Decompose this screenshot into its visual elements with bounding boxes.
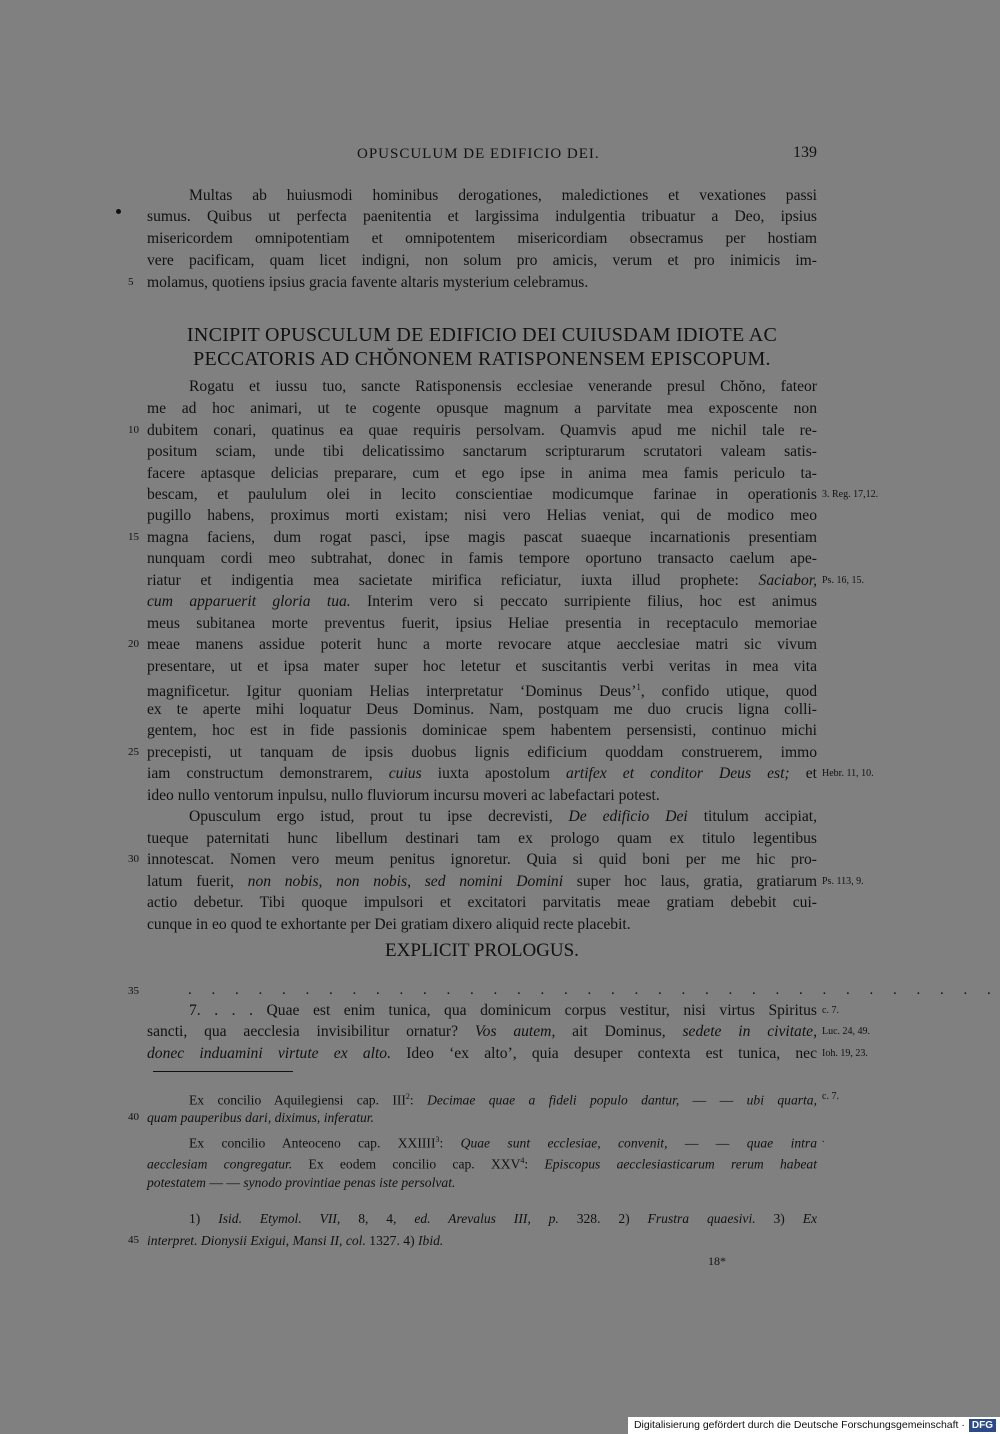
footnote-line — [147, 1107, 817, 1128]
footnote-line: Ex concilio Aquilegiensi cap. III$^2$: Decimae quae a fideli populo dantur, — — ubi quarta, — [189, 1092, 817, 1108]
quotation-italic: Decimae quae a fideli populo dantur, — [427, 1092, 680, 1108]
quotation-italic: potestatem — [147, 1175, 206, 1190]
text-fragment: latum fuerit, — [147, 873, 234, 890]
line-number: 15 — [128, 531, 139, 543]
text-line: tueque paternitati hunc libellum destinari tam ex prologo quam ex titulo legentibus — [147, 830, 817, 847]
quotation-italic: quae intra — [746, 1135, 818, 1151]
quotation-italic: interpret. Dionysii Exigui, Mansi II, col. — [147, 1233, 366, 1248]
running-title: OPUSCULUM DE EDIFICIO DEI. — [357, 146, 600, 162]
footnote-line: aecclesiam congregatur. Ex eodem concilio cap. XXV$^4$: Episcopus aecclesiasticarum rerum habeat — [147, 1156, 817, 1172]
funding-credit — [628, 1417, 1000, 1434]
text-fragment: iam constructum demonstrarem, — [147, 765, 373, 782]
text-fragment: et — [805, 765, 817, 782]
quotation-italic: Isid. Etymol. VII, — [218, 1211, 341, 1226]
quotation-italic: Episcopus aecclesiasticarum rerum habeat — [544, 1156, 817, 1172]
line-number: 5 — [128, 276, 134, 288]
text-line — [147, 806, 817, 827]
quotation-italic: Vos autem, — [474, 1023, 556, 1040]
text-fragment: 328. — [576, 1211, 601, 1226]
text-line: sumus. Quibus ut perfecta paenitentia et largissima indulgentia tribuatur a Deo, ipsius — [147, 208, 817, 225]
text-fragment: 4) — [403, 1233, 415, 1248]
text-fragment: 3) — [773, 1211, 785, 1226]
line-number: 20 — [128, 638, 139, 650]
text-fragment: 1) — [189, 1211, 201, 1226]
margin-reference: 3. Reg. 17,12. — [822, 489, 879, 500]
footnote-separator — [153, 1071, 293, 1072]
text-line: vere pacificam, quam licet indigni, non solum pro amicis, verum et pro inimicis im- — [147, 252, 817, 269]
text-line — [147, 871, 817, 892]
text-line: pugillo habens, proximus morti existam; nisi vero Helias veniat, qui de modico meo — [147, 507, 817, 524]
credit-text: Digitalisierung gefördert durch die Deutsche Forschungsgemeinschaft · — [633, 1419, 965, 1431]
margin-reference: c. 7. — [822, 1091, 839, 1102]
margin-reference: Ps. 16, 15. — [822, 575, 864, 586]
text-fragment: 1327. — [369, 1233, 400, 1248]
quotation-italic: Frustra quaesivi. — [647, 1211, 756, 1226]
quotation-italic: De edificio Dei — [568, 808, 688, 825]
text-line: precepisti, ut tanquam de ipsis duobus lignis edificium quoddam construerem, immo — [147, 744, 817, 761]
line-number: 10 — [128, 424, 139, 436]
text-line: me ad hoc animari, ut te cogente opusque magnum a parvitate mea exposcente non — [147, 400, 817, 417]
text-line: positum sciam, unde tibi delicatissimo sanctarum scripturarum scrutatori valeam satis- — [147, 443, 817, 460]
text-fragment: Ex concilio Aquilegiensi cap. III — [189, 1092, 406, 1108]
text-fragment: 8, 4, — [358, 1211, 397, 1226]
margin-reference: Luc. 24, 49. — [822, 1026, 871, 1037]
quotation-italic: ed. Arevalus III, p. — [414, 1211, 559, 1226]
text-fragment: riatur et indigentia mea sacietate mirifica reficiatur, iuxta illud prophete: — [147, 572, 739, 589]
text-line — [147, 1021, 817, 1042]
footnote-line: Ex concilio Anteoceno cap. XXIIII$^3$: Quae sunt ecclesiae, convenit, — — quae intra — [189, 1135, 818, 1151]
text-fragment: 2) — [618, 1211, 630, 1226]
margin-reference: Ps. 113, 9. — [822, 876, 864, 887]
quotation-italic: sedete in civitate, — [682, 1023, 817, 1040]
text-fragment: ait Dominus, — [572, 1023, 666, 1040]
text-line: misericordem omnipotentiam et omnipotentem misericordiam obsecramus per hostiam — [147, 230, 817, 247]
footnote-line — [147, 1208, 817, 1229]
section-title-line: INCIPIT OPUSCULUM DE EDIFICIO DEI CUIUSDAM IDIOTE AC — [186, 324, 778, 346]
text-fragment: Ideo ‘ex alto’, quia desuper contexta est tunica, nec — [406, 1045, 817, 1062]
quotation-italic: Ibid. — [418, 1233, 444, 1248]
text-fragment: sancti, qua aecclesia invisibilitur ornatur? — [147, 1023, 459, 1040]
margin-bullet — [116, 209, 121, 214]
text-line: cunque in eo quod te exhortante per Dei gratiam dixero aliquid recte placebit. — [147, 916, 631, 933]
text-line: meus subitanea morte preventus fuerit, ipsius Heliae presentia in receptaculo memoriae — [147, 615, 817, 632]
footnote-marker: 3 — [435, 1135, 440, 1144]
dfg-logo: DFG — [969, 1419, 996, 1432]
text-line: innotescat. Nomen vero meum penitus ignoretur. Quia si quid boni per me hic pro- — [147, 851, 817, 868]
text-line: bescam, et paululum olei in lecito conscientiae modicumque farinae in operationis — [147, 486, 817, 503]
footnote-line — [147, 1172, 817, 1193]
text-fragment: magnificetur. Igitur quoniam Helias interpretatur ‘Dominus Deus’ — [147, 683, 637, 701]
footnote-marker: 1 — [636, 682, 641, 692]
quotation-italic: cuius — [388, 765, 422, 782]
text-line: Multas ab huiusmodi hominibus derogationes, maledictiones et vexationes passi — [189, 187, 817, 204]
running-header — [147, 144, 817, 168]
text-fragment: — — — [209, 1175, 240, 1190]
signature-mark: 18* — [708, 1254, 726, 1268]
quotation-italic: artifex et conditor Deus est; — [566, 765, 790, 782]
text-fragment: Interim vero si peccato surripiente filius, hoc est animus — [367, 593, 817, 610]
text-fragment: Ex concilio Anteoceno cap. XXIIII — [189, 1135, 436, 1151]
text-line: nunquam cordi meo subtrahat, donec in famis tempore oportuno transacto caelum ape- — [147, 550, 817, 567]
quotation-italic: Saciabor, — [758, 572, 817, 589]
margin-reference: c. 7. — [822, 1005, 839, 1016]
margin-reference: . — [822, 1134, 825, 1145]
footnote-line — [147, 1230, 817, 1251]
quotation-italic: Quae sunt ecclesiae, convenit, — [460, 1135, 668, 1151]
text-fragment: iuxta apostolum — [437, 765, 550, 782]
margin-reference: Ioh. 19, 23. — [822, 1048, 868, 1059]
text-line — [147, 591, 817, 612]
explicit-heading: EXPLICIT PROLOGUS. — [385, 940, 579, 961]
line-number: 30 — [128, 853, 139, 865]
text-line: ideo nullo ventorum inpulsu, nullo fluviorum incursu moveri ac labefactari potest. — [147, 787, 660, 804]
text-line: facere aptasque delicias preparare, cum et ego ipse in anima mea famis periculo ta- — [147, 465, 817, 482]
text-fragment: , confido utique, quod — [640, 683, 818, 701]
text-fragment: super hoc laus, gratia, gratiarum — [576, 873, 818, 890]
footnote-marker: 4 — [520, 1156, 525, 1165]
footnote-marker: 2 — [405, 1092, 410, 1101]
text-line — [147, 677, 818, 701]
quotation-italic: aecclesiam congregatur. — [147, 1156, 293, 1172]
quotation-italic: quam pauperibus dari, diximus, inferatur. — [147, 1110, 374, 1125]
ellipsis-dots: . . . . . . . . . . . . . . . . . . . . . . . . . . . . . . . . . . . — [188, 982, 999, 998]
quotation-italic: cum apparuerit gloria tua. — [147, 593, 351, 610]
text-line: 7. . . . Quae est enim tunica, qua dominicum corpus vestitur, nisi virtus Spiritus — [189, 1002, 817, 1019]
text-line: molamus, quotiens ipsius gracia favente altaris mysterium celebramus. — [147, 274, 589, 291]
quotation-italic: Ex — [802, 1211, 818, 1226]
line-number: 40 — [128, 1111, 139, 1123]
text-fragment: — — — [684, 1135, 730, 1151]
text-line — [147, 763, 817, 784]
quotation-italic: synodo provintiae penas iste persolvat. — [243, 1175, 456, 1190]
text-fragment: titulum accipiat, — [703, 808, 818, 825]
text-line: magna faciens, dum rogat pasci, ipse magis pascat suaeque incarnationis presentiam — [147, 529, 817, 546]
margin-reference: Hebr. 11, 10. — [822, 768, 874, 779]
line-number: 25 — [128, 746, 139, 758]
quotation-italic: non nobis, non nobis, sed nomini Domini — [247, 873, 564, 890]
text-fragment: — — — [692, 1092, 734, 1108]
text-line: dubitem conari, quatinus ea quae requiris persolvam. Quamvis apud me nichil tale re- — [147, 422, 817, 439]
text-fragment: Ex eodem concilio cap. XXV — [308, 1156, 521, 1172]
text-line: meae manens assidue poterit hunc a morte revocare atque aecclesiae matri sic vivum — [147, 636, 817, 653]
text-line: gentem, hoc est in fide passionis dominicae spem habentem persensisti, continuo michi — [147, 722, 817, 739]
text-fragment: Opusculum ergo istud, prout tu ipse decrevisti, — [189, 808, 553, 825]
text-line: presentare, ut et ipsa mater super hoc letetur et suscitantis verbi veritas in mea vita — [147, 658, 817, 675]
text-line: Rogatu et iussu tuo, sancte Ratisponensis ecclesiae venerande presul Chŏno, fateor — [189, 378, 817, 395]
text-line: ex te aperte mihi loquatur Deus Dominus. Nam, postquam me duo crucis ligna colli- — [147, 701, 817, 718]
quotation-italic: donec induamini virtute ex alto. — [147, 1045, 391, 1062]
line-number: 35 — [128, 985, 139, 997]
section-title-line: PECCATORIS AD CHŎNONEM RATISPONENSEM EPISCOPUM. — [193, 348, 771, 370]
page-number: 139 — [793, 144, 817, 161]
text-line — [147, 1043, 817, 1064]
text-line — [147, 570, 817, 591]
quotation-italic: ubi quarta, — [746, 1092, 817, 1108]
line-number: 45 — [128, 1234, 139, 1246]
text-line: actio debetur. Tibi quoque impulsori et excitatori parvitatis meae gratiam debebit cui- — [147, 894, 817, 911]
